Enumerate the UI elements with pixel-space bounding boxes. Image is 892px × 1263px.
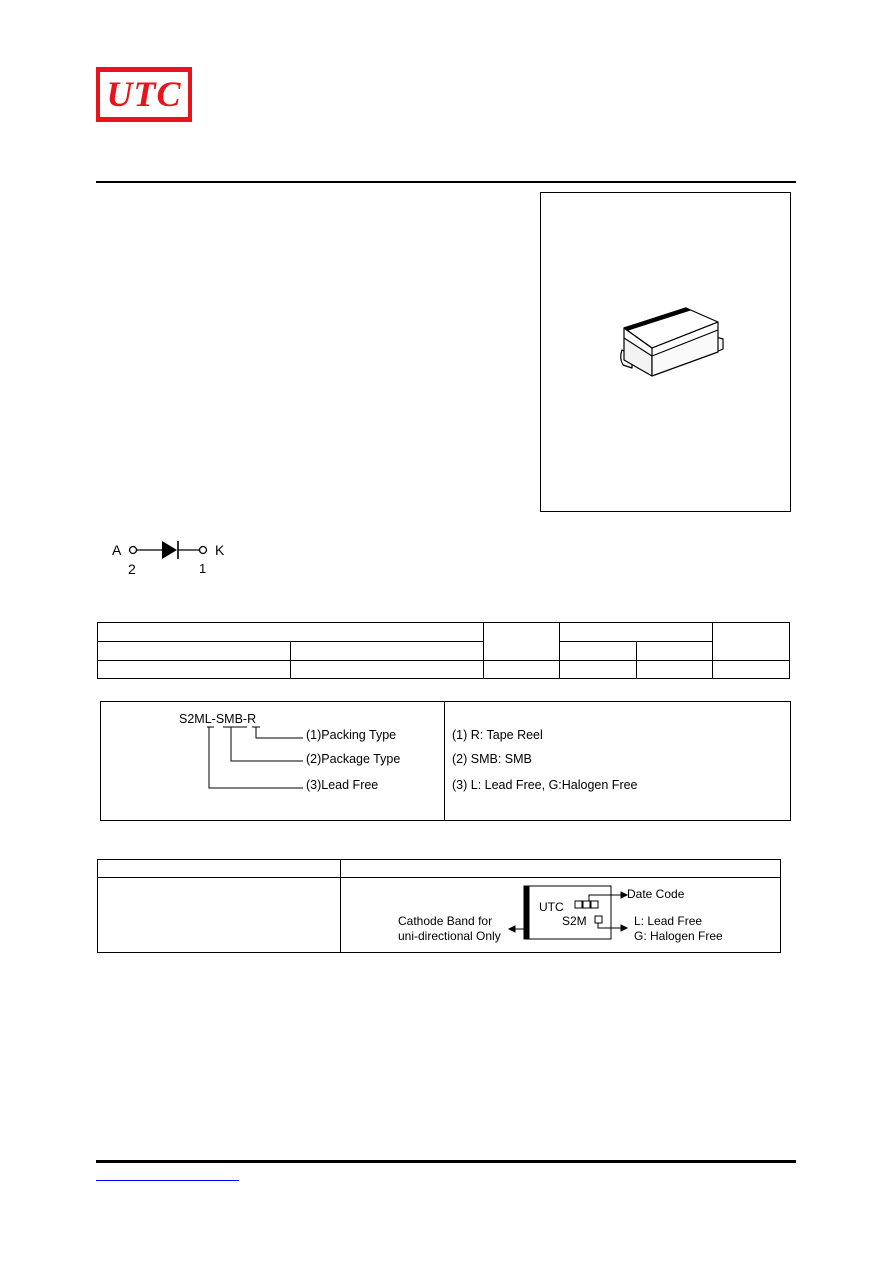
table-header-cell [560, 642, 637, 661]
utc-logo [96, 67, 192, 122]
table-cell [98, 878, 341, 953]
table-cell [636, 661, 713, 679]
desc-package-type: (2) SMB: SMB [452, 752, 532, 766]
package-image-box [540, 192, 791, 512]
cathode-band-note-1: Cathode Band for [398, 914, 493, 928]
marking-halogen-free: G: Halogen Free [634, 929, 723, 943]
table-header-cell [713, 623, 790, 661]
decode-divider [444, 702, 445, 820]
diode-symbol-icon [126, 538, 214, 564]
table-header-cell [290, 642, 483, 661]
cathode-pin-number: 1 [199, 561, 207, 576]
footer-link[interactable] [96, 1168, 239, 1181]
desc-lead-free: (3) L: Lead Free, G:Halogen Free [452, 778, 638, 792]
part-number: S2ML-SMB-R [179, 712, 257, 726]
table-cell [483, 661, 560, 679]
ordering-info-table [97, 622, 790, 679]
part-number-decode-box [100, 701, 791, 821]
table-cell [98, 661, 291, 679]
table-header-cell [636, 642, 713, 661]
desc-packing-type: (1) R: Tape Reel [452, 728, 543, 742]
anode-label: A [112, 542, 122, 558]
logo-text: UTC [106, 74, 182, 114]
callout-packing-type: (1)Packing Type [306, 728, 397, 742]
marking-lead-free: L: Lead Free [634, 914, 703, 928]
table-cell [290, 661, 483, 679]
cathode-band-note-2: uni-directional Only [398, 929, 501, 943]
smb-package-icon [540, 192, 791, 512]
callout-package-type: (2)Package Type [306, 752, 401, 766]
table-header-cell [98, 860, 341, 878]
marking-utc: UTC [539, 900, 564, 914]
cathode-label: K [215, 542, 225, 558]
header-rule [96, 181, 796, 183]
marking-date-code: Date Code [627, 887, 685, 901]
footer-rule [96, 1160, 796, 1163]
table-header-cell [340, 860, 780, 878]
marking-part: S2M [562, 914, 587, 928]
anode-pin-number: 2 [128, 561, 136, 577]
table-row [98, 661, 790, 679]
callout-lead-free: (3)Lead Free [306, 778, 379, 792]
table-cell [713, 661, 790, 679]
table-header-cell [98, 623, 484, 642]
table-header-cell [483, 623, 560, 661]
table-cell [560, 661, 637, 679]
table-header-cell [560, 623, 713, 642]
table-header-cell [98, 642, 291, 661]
